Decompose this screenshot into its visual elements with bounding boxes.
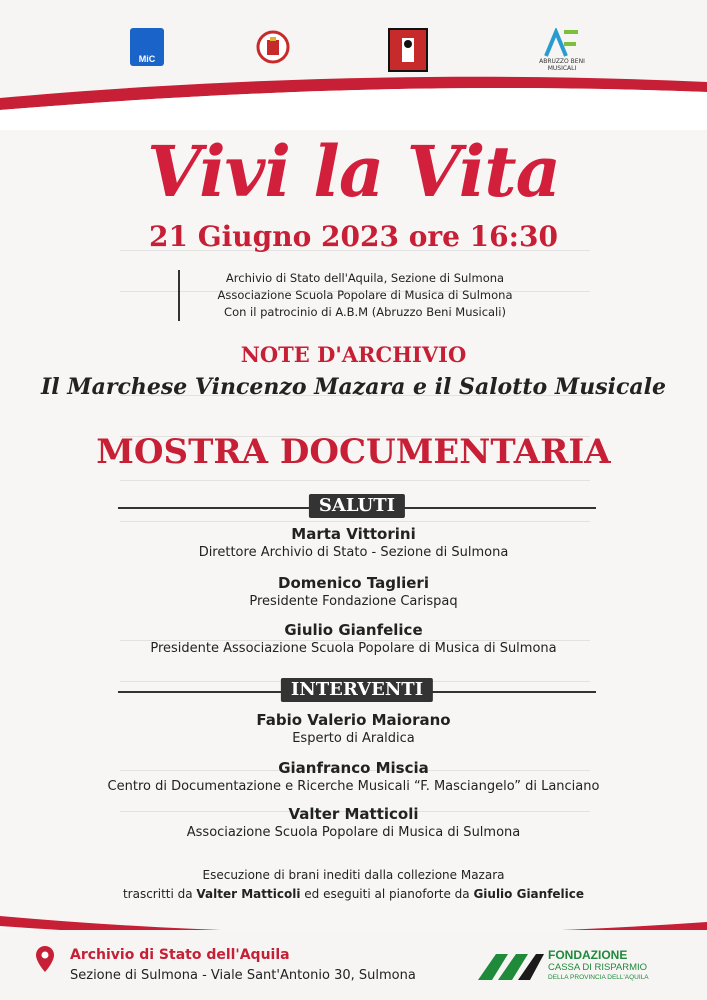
- crest-logo: [256, 28, 290, 66]
- speaker: [0, 573, 707, 611]
- speaker-name: Giulio Gianfelice: [284, 621, 423, 639]
- pianist-name: Giulio Gianfelice: [473, 887, 585, 901]
- speaker: [0, 524, 707, 562]
- note-subtitle: Il Marchese Vincenzo Mazara e il Salotto Musicale: [40, 374, 666, 400]
- speaker-role: Associazione Scuola Popolare di Musica di Sulmona: [186, 825, 521, 840]
- speaker-name: Fabio Valerio Maiorano: [256, 711, 451, 729]
- logo-row: [0, 28, 707, 78]
- speaker: [0, 620, 707, 658]
- speaker-role: Esperto di Araldica: [292, 731, 415, 746]
- speaker: [0, 710, 707, 748]
- speaker-name: Valter Matticoli: [288, 805, 419, 823]
- venue-address: Sezione di Sulmona - Viale Sant'Antonio 30, Sulmona: [70, 968, 416, 983]
- abm-logo: [539, 28, 585, 72]
- event-date: 21 Giugno 2023 ore 16:30: [149, 220, 558, 253]
- text-fragment: ed eseguiti al pianoforte da: [300, 887, 474, 901]
- speaker: [0, 804, 707, 842]
- interventi-header: [118, 678, 596, 698]
- fondazione-logo: [478, 948, 658, 982]
- mic-logo: [130, 28, 164, 66]
- fondazione-line-1: FONDAZIONE: [548, 948, 628, 962]
- info-line: Associazione Scuola Popolare di Musica di Sulmona: [217, 288, 513, 302]
- text-fragment: trascritti da: [122, 887, 197, 901]
- speaker-role: Centro di Documentazione e Ricerche Musicali “F. Masciangelo” di Lanciano: [107, 779, 600, 794]
- performance-note: [0, 866, 707, 904]
- fondazione-mark-icon: [478, 948, 544, 982]
- speaker-role: Presidente Associazione Scuola Popolare di Musica di Sulmona: [150, 641, 557, 656]
- exhibition-title: MOSTRA DOCUMENTARIA: [96, 432, 611, 472]
- info-line: Archivio di Stato dell'Aquila, Sezione di Sulmona: [225, 271, 505, 285]
- organizers-info: [178, 270, 540, 321]
- note-title: NOTE D'ARCHIVIO: [240, 342, 467, 367]
- speaker: [0, 758, 707, 796]
- info-line: Con il patrocinio di A.B.M (Abruzzo Beni Musicali): [224, 305, 506, 319]
- speaker-role: Direttore Archivio di Stato - Sezione di Sulmona: [198, 545, 509, 560]
- location-pin-icon: [36, 946, 54, 972]
- speaker-name: Marta Vittorini: [291, 525, 416, 543]
- transcriber-name: Valter Matticoli: [196, 887, 301, 901]
- staff-lines: [120, 395, 590, 437]
- saluti-label: SALUTI: [309, 494, 405, 518]
- speaker-name: Domenico Taglieri: [278, 574, 429, 592]
- interventi-label: INTERVENTI: [281, 678, 433, 702]
- speaker-name: Gianfranco Miscia: [278, 759, 429, 777]
- venue-name: Archivio di Stato dell'Aquila: [70, 947, 290, 963]
- main-title: Vivi la Vita: [147, 130, 560, 213]
- performance-line-1: Esecuzione di brani inediti dalla collezione Mazara: [202, 868, 505, 882]
- top-red-wave: [0, 70, 707, 130]
- archive-logo: [388, 28, 428, 72]
- abm-logo-text: ABRUZZO BENI MUSICALI: [539, 58, 585, 72]
- performance-line-2: [0, 885, 707, 904]
- fondazione-line-2: CASSA DI RISPARMIO: [548, 962, 648, 973]
- mic-logo-text: MiC: [138, 54, 156, 64]
- speaker-role: Presidente Fondazione Carispaq: [249, 594, 458, 609]
- fondazione-line-3: DELLA PROVINCIA DELL'AQUILA: [548, 974, 649, 981]
- saluti-header: [118, 494, 596, 514]
